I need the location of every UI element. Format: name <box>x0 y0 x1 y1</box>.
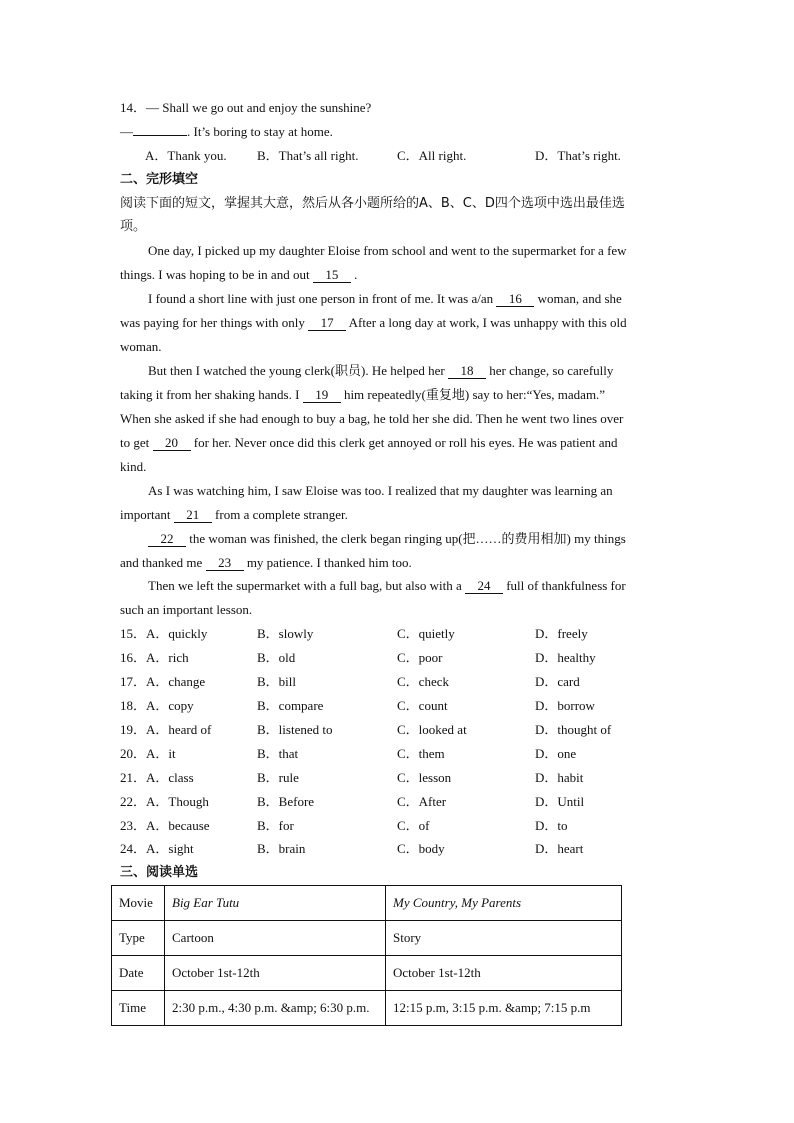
section2-title: 二、完形填空 <box>120 172 199 187</box>
option-c[interactable]: C．count <box>397 698 448 713</box>
passage-line <box>120 507 348 523</box>
blank-24[interactable]: 24 <box>465 579 503 594</box>
option-d[interactable]: D．healthy <box>535 650 596 665</box>
q14-option-d[interactable]: D．That’s right. <box>535 148 621 163</box>
option-a[interactable]: A．quickly <box>146 626 208 641</box>
section2-instruction-line2: 项。 <box>120 219 147 234</box>
section3-title: 三、阅读单选 <box>120 865 199 880</box>
passage-line <box>148 531 626 547</box>
table-cell: Cartoon <box>165 921 386 956</box>
option-number: 15． <box>120 626 147 641</box>
q14-reply-suffix: . It’s boring to stay at home. <box>187 124 333 139</box>
option-a[interactable]: A．class <box>146 770 194 785</box>
table-cell: October 1st-12th <box>386 956 622 991</box>
q14-question-text: — Shall we go out and enjoy the sunshine? <box>146 100 372 115</box>
table-row <box>112 921 622 956</box>
blank-18[interactable]: 18 <box>448 364 486 379</box>
option-d[interactable]: D．Until <box>535 794 585 809</box>
passage-text: the woman was finished, the clerk began ringing up(把……的费用相加) my things <box>186 531 626 546</box>
option-d[interactable]: D．freely <box>535 626 588 641</box>
option-number: 20． <box>120 746 147 761</box>
table-cell: Story <box>386 921 622 956</box>
option-a[interactable]: A．sight <box>146 841 194 856</box>
option-b[interactable]: B．slowly <box>257 626 314 641</box>
q14-option-a[interactable]: A．Thank you. <box>145 148 227 163</box>
passage-text: him repeatedly(重复地) say to her:“Yes, madam.” <box>340 387 606 402</box>
blank-23[interactable]: 23 <box>206 556 244 571</box>
option-a[interactable]: A．Though <box>146 794 209 809</box>
option-c[interactable]: C．them <box>397 746 445 761</box>
option-number: 16． <box>120 650 147 665</box>
option-b[interactable]: B．brain <box>257 841 306 856</box>
q14-reply-prefix: — <box>120 124 133 139</box>
table-cell: My Country, My Parents <box>386 886 622 921</box>
passage-line: woman. <box>120 339 162 354</box>
passage-text: woman, and she <box>534 291 622 306</box>
blank-16[interactable]: 16 <box>496 292 534 307</box>
passage-text: was paying for her things with only <box>120 315 309 330</box>
option-c[interactable]: C．After <box>397 794 447 809</box>
table-cell-label: Time <box>112 991 165 1026</box>
q14-option-b[interactable]: B．That’s all right. <box>257 148 359 163</box>
passage-line: When she asked if she had enough to buy a bag, he told her she did. Then he went two lines over <box>120 411 624 426</box>
passage-line <box>148 291 622 307</box>
passage-text: and thanked me <box>120 555 206 570</box>
passage-text: . <box>350 267 358 282</box>
passage-line <box>120 387 605 403</box>
passage-line <box>120 555 412 571</box>
table-cell: 2:30 p.m., 4:30 p.m. &amp; 6:30 p.m. <box>165 991 386 1026</box>
option-c[interactable]: C．body <box>397 841 445 856</box>
section2-instruction-line1: 阅读下面的短文，掌握其大意，然后从各小题所给的A、B、C、D四个选项中选出最佳选 <box>120 196 625 211</box>
option-a[interactable]: A．heard of <box>146 722 212 737</box>
q14-option-c[interactable]: C．All right. <box>397 148 467 163</box>
option-c[interactable]: C．check <box>397 674 449 689</box>
passage-text: for her. Never once did this clerk get annoyed or roll his eyes. He was patient and <box>190 435 618 450</box>
passage-text: her change, so carefully <box>485 363 614 378</box>
q14-answer-blank[interactable] <box>133 135 187 136</box>
option-b[interactable]: B．Before <box>257 794 315 809</box>
passage-text: important <box>120 507 174 522</box>
option-a[interactable]: A．change <box>146 674 206 689</box>
option-c[interactable]: C．lesson <box>397 770 452 785</box>
passage-line: kind. <box>120 459 147 474</box>
passage-line: such an important lesson. <box>120 602 253 617</box>
passage-text: taking it from her shaking hands. I <box>120 387 303 402</box>
option-number: 24． <box>120 841 147 856</box>
table-cell: 12:15 p.m, 3:15 p.m. &amp; 7:15 p.m <box>386 991 622 1026</box>
passage-text: to get <box>120 435 153 450</box>
passage-text: After a long day at work, I was unhappy with this old <box>346 315 627 330</box>
passage-text: from a complete stranger. <box>211 507 348 522</box>
table-cell-label: Movie <box>112 886 165 921</box>
option-a[interactable]: A．rich <box>146 650 189 665</box>
table-row <box>112 991 622 1026</box>
option-d[interactable]: D．one <box>535 746 577 761</box>
option-b[interactable]: B．bill <box>257 674 297 689</box>
option-number: 21． <box>120 770 147 785</box>
blank-20[interactable]: 20 <box>153 436 191 451</box>
passage-text: things. I was hoping to be in and out <box>120 267 313 282</box>
blank-17[interactable]: 17 <box>308 316 346 331</box>
option-d[interactable]: D．card <box>535 674 580 689</box>
passage-text: Then we left the supermarket with a full bag, but also with a <box>148 578 465 593</box>
q14-question <box>120 100 371 116</box>
passage-line <box>120 435 618 451</box>
table-cell-label: Type <box>112 921 165 956</box>
option-b[interactable]: B．rule <box>257 770 299 785</box>
blank-22[interactable]: 22 <box>148 532 186 547</box>
blank-19[interactable]: 19 <box>303 388 341 403</box>
passage-line <box>120 267 357 283</box>
passage-line <box>148 578 626 594</box>
passage-line: One day, I picked up my daughter Eloise from school and went to the supermarket for a few <box>148 243 627 258</box>
passage-line <box>120 315 627 331</box>
passage-text: full of thankfulness for <box>502 578 626 593</box>
option-c[interactable]: C．of <box>397 818 430 833</box>
option-number: 22． <box>120 794 147 809</box>
option-number: 19． <box>120 722 147 737</box>
option-d[interactable]: D．heart <box>535 841 584 856</box>
option-b[interactable]: B．listened to <box>257 722 333 737</box>
option-d[interactable]: D．to <box>535 818 568 833</box>
option-d[interactable]: D．borrow <box>535 698 595 713</box>
option-b[interactable]: B．for <box>257 818 294 833</box>
option-a[interactable]: A．because <box>146 818 210 833</box>
passage-text: But then I watched the young clerk(职员). He helped her <box>148 363 448 378</box>
passage-line <box>148 363 613 379</box>
option-b[interactable]: B．compare <box>257 698 324 713</box>
blank-21[interactable]: 21 <box>174 508 212 523</box>
table-row <box>112 956 622 991</box>
option-d[interactable]: D．thought of <box>535 722 612 737</box>
option-c[interactable]: C．looked at <box>397 722 467 737</box>
option-c[interactable]: C．poor <box>397 650 443 665</box>
option-d[interactable]: D．habit <box>535 770 584 785</box>
option-number: 17． <box>120 674 147 689</box>
option-a[interactable]: A．copy <box>146 698 194 713</box>
option-b[interactable]: B．that <box>257 746 299 761</box>
passage-text: my patience. I thanked him too. <box>243 555 412 570</box>
table-cell-label: Date <box>112 956 165 991</box>
q14-number: 14． <box>120 100 147 115</box>
passage-line: As I was watching him, I saw Eloise was too. I realized that my daughter was learning an <box>148 483 613 498</box>
option-c[interactable]: C．quietly <box>397 626 455 641</box>
movie-table <box>111 885 622 1026</box>
passage-text: I found a short line with just one person in front of me. It was a/an <box>148 291 497 306</box>
q14-reply <box>120 124 333 140</box>
table-cell: Big Ear Tutu <box>165 886 386 921</box>
option-number: 18． <box>120 698 147 713</box>
table-cell: October 1st-12th <box>165 956 386 991</box>
table-row <box>112 886 622 921</box>
option-number: 23． <box>120 818 147 833</box>
blank-15[interactable]: 15 <box>313 268 351 283</box>
option-b[interactable]: B．old <box>257 650 296 665</box>
option-a[interactable]: A．it <box>146 746 176 761</box>
